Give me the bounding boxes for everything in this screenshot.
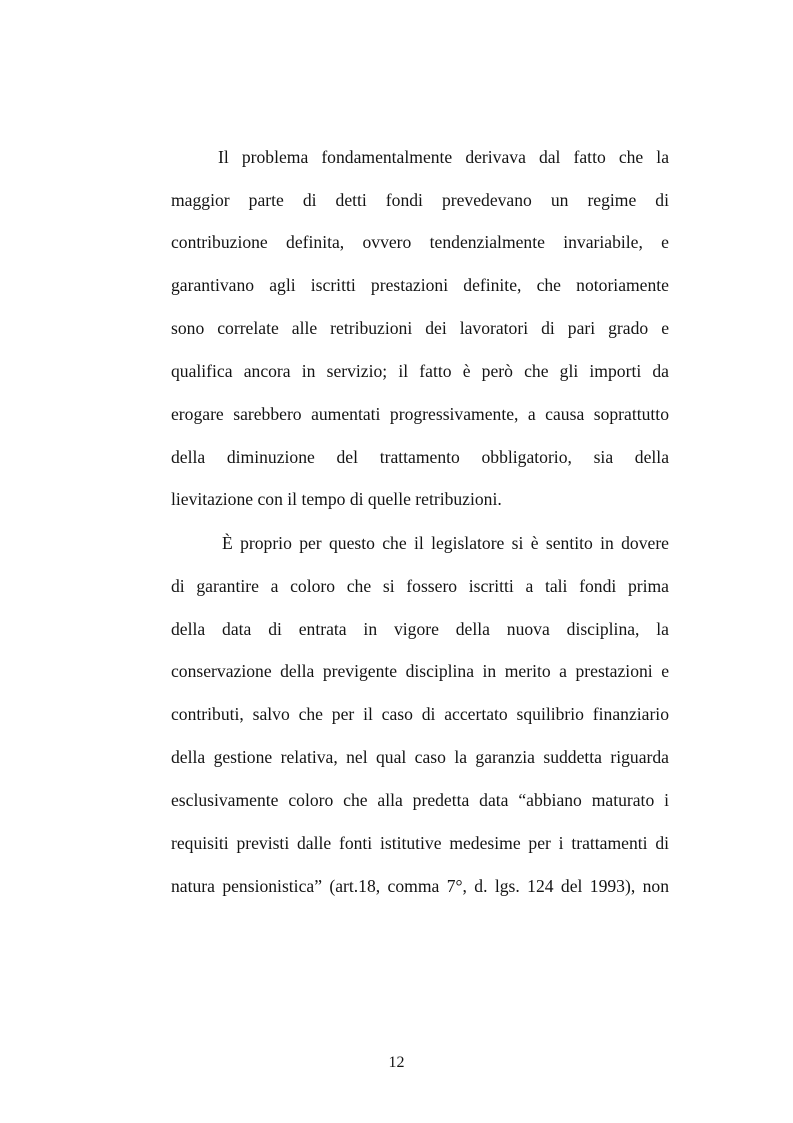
paragraph-2-line-9: natura pensionistica” (art.18, comma 7°, d. lgs. 124 del 1993), non bbox=[171, 876, 669, 896]
paragraph-1-line-8: della diminuzione del trattamento obbligatorio, sia della bbox=[171, 447, 669, 467]
paragraph-2-line-7: esclusivamente coloro che alla predetta data “abbiano maturato i bbox=[171, 790, 669, 810]
paragraph-1-line-6: qualifica ancora in servizio; il fatto è però che gli importi da bbox=[171, 361, 669, 381]
paragraph-1-line-3: contribuzione definita, ovvero tendenzialmente invariabile, e bbox=[171, 232, 669, 252]
paragraph-1-line-5: sono correlate alle retribuzioni dei lavoratori di pari grado e bbox=[171, 318, 669, 338]
paragraph-1-line-4: garantivano agli iscritti prestazioni definite, che notoriamente bbox=[171, 275, 669, 295]
paragraph-1-line-2: maggior parte di detti fondi prevedevano un regime di bbox=[171, 190, 669, 210]
paragraph-2-line-4: conservazione della previgente disciplina in merito a prestazioni e bbox=[171, 661, 669, 681]
paragraph-1-line-1: Il problema fondamentalmente derivava dal fatto che la bbox=[218, 147, 669, 167]
paragraph-1-line-9: lievitazione con il tempo di quelle retribuzioni. bbox=[171, 489, 502, 509]
paragraph-2-line-2: di garantire a coloro che si fossero iscritti a tali fondi prima bbox=[171, 576, 669, 596]
paragraph-2-line-6: della gestione relativa, nel qual caso la garanzia suddetta riguarda bbox=[171, 747, 669, 767]
paragraph-2-line-3: della data di entrata in vigore della nuova disciplina, la bbox=[171, 619, 669, 639]
paragraph-2-line-5: contributi, salvo che per il caso di accertato squilibrio finanziario bbox=[171, 704, 669, 724]
paragraph-1-line-7: erogare sarebbero aumentati progressivamente, a causa soprattutto bbox=[171, 404, 669, 424]
paragraph-2-line-1: È proprio per questo che il legislatore si è sentito in dovere bbox=[222, 533, 669, 553]
page-number: 12 bbox=[388, 1054, 405, 1071]
paragraph-2-line-8: requisiti previsti dalle fonti istitutive medesime per i trattamenti di bbox=[171, 833, 669, 853]
